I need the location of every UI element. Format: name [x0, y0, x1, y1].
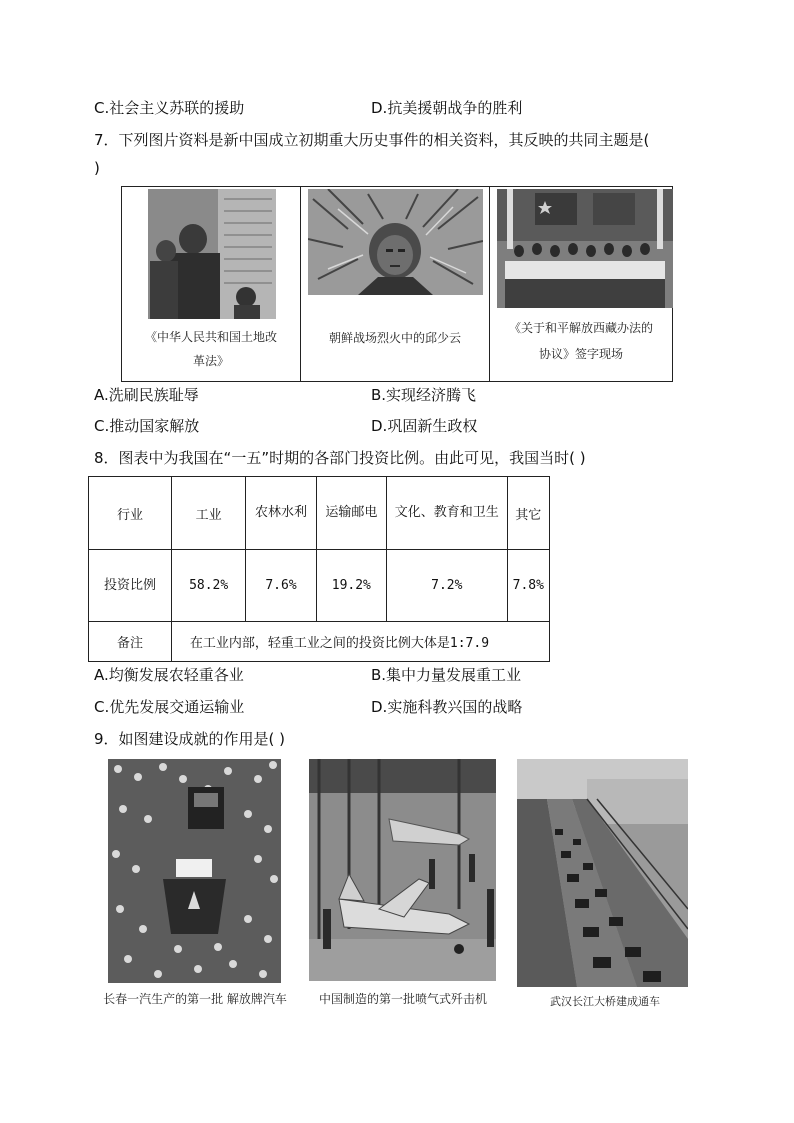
q7-option-c: C.推动国家解放 [94, 417, 200, 435]
q9-stem: 9．如图建设成就的作用是( ) [94, 730, 286, 748]
value-transport: 19.2% [316, 550, 386, 622]
q7-cell-land-reform [122, 187, 301, 382]
q7-caption-1-line1: 《中华人民共和国土地改 [144, 330, 277, 344]
q8-option-d: D.实施科教兴国的战略 [371, 698, 523, 716]
q7-stem: 7．下列图片资料是新中国成立初期重大历史事件的相关资料，其反映的共同主题是( [94, 131, 650, 149]
q9-caption-3: 武汉长江大桥建成通车 [550, 995, 660, 1008]
q7-cell-tibet-agreement [490, 187, 673, 382]
table-note-row [89, 622, 550, 662]
q8-option-c: C.优先发展交通运输业 [94, 698, 245, 716]
note-label: 备注 [89, 622, 172, 662]
table-header-row [89, 477, 550, 550]
q8-stem: 8．图表中为我国在“一五”时期的各部门投资比例。由此可见，我国当时( ) [94, 449, 586, 467]
land-reform-photo [148, 189, 276, 319]
table-row [89, 550, 550, 622]
value-culture: 7.2% [386, 550, 507, 622]
q7-image-table [121, 186, 673, 382]
header-other: 其它 [507, 477, 549, 550]
q7-option-d: D.巩固新生政权 [371, 417, 478, 435]
header-industry: 行业 [89, 477, 172, 550]
value-agriculture: 7.6% [246, 550, 316, 622]
value-industry: 58.2% [171, 550, 245, 622]
note-text: 在工业内部，轻重工业之间的投资比例大体是1:7.9 [171, 622, 549, 662]
q7-caption-3-line1: 《关于和平解放西藏办法的 [508, 321, 653, 335]
q8-option-a: A.均衡发展农轻重各业 [94, 666, 244, 684]
q7-cell-qiu-shaoyun [301, 187, 490, 382]
tibet-agreement-photo [497, 189, 673, 308]
q6-option-d: D.抗美援朝战争的胜利 [371, 99, 523, 117]
header-agriculture: 农林水利 [246, 477, 316, 550]
q7-option-b: B.实现经济腾飞 [371, 386, 477, 404]
q8-option-b: B.集中力量发展重工业 [371, 666, 522, 684]
qiu-shaoyun-photo [308, 189, 483, 295]
q9-caption-1: 长春一汽生产的第一批 解放牌汽车 [103, 992, 287, 1006]
q7-caption-3-line2: 协议》签字现场 [538, 347, 623, 361]
wuhan-bridge-photo [517, 759, 688, 987]
header-culture: 文化、教育和卫生 [386, 477, 507, 550]
q7-stem-close: ) [94, 159, 100, 177]
jet-fighter-photo [309, 759, 496, 981]
q9-caption-2: 中国制造的第一批喷气式歼击机 [318, 992, 487, 1006]
q7-option-a: A.洗刷民族耻辱 [94, 386, 199, 404]
header-transport: 运输邮电 [316, 477, 386, 550]
investment-table [88, 476, 550, 662]
header-industry-sector: 工业 [171, 477, 245, 550]
q7-caption-2: 朝鲜战场烈火中的邱少云 [328, 331, 461, 345]
q7-caption-1-line2: 革法》 [192, 354, 229, 368]
row-label-investment-ratio: 投资比例 [89, 550, 172, 622]
q6-option-c: C.社会主义苏联的援助 [94, 99, 245, 117]
value-other: 7.8% [507, 550, 549, 622]
jiefang-truck-photo [108, 759, 281, 983]
